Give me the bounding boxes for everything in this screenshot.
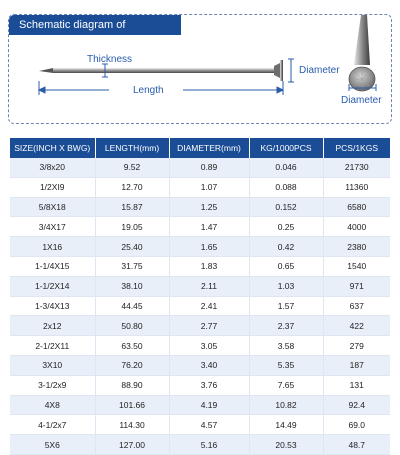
length-cell: 101.66	[95, 395, 169, 415]
table-header-row	[10, 138, 390, 158]
weight-cell: 5.35	[249, 355, 323, 375]
weight-cell: 3.58	[249, 336, 323, 356]
size-cell: 3X10	[10, 355, 95, 375]
weight-cell: 0.65	[249, 256, 323, 276]
size-cell: 1-3/4X13	[10, 296, 95, 316]
count-cell: 187	[323, 355, 390, 375]
count-cell: 971	[323, 276, 390, 296]
count-cell: 4000	[323, 217, 390, 237]
weight-cell: 1.57	[249, 296, 323, 316]
count-cell: 131	[323, 375, 390, 395]
count-cell: 279	[323, 336, 390, 356]
length-cell: 38.10	[95, 276, 169, 296]
length-cell: 63.50	[95, 336, 169, 356]
thickness-label: Thickness	[87, 54, 133, 65]
count-cell: 21730	[323, 158, 390, 177]
count-cell: 637	[323, 296, 390, 316]
table-row	[10, 415, 390, 435]
weight-cell: 2.37	[249, 316, 323, 336]
size-cell: 3-1/2x9	[10, 375, 95, 395]
length-cell: 19.05	[95, 217, 169, 237]
table-row	[10, 177, 390, 197]
diameter-cell: 3.05	[169, 336, 249, 356]
diameter-cell: 1.65	[169, 237, 249, 257]
table-row	[10, 336, 390, 356]
length-label: Length	[133, 85, 164, 96]
count-cell: 69.0	[323, 415, 390, 435]
diameter-cell: 4.19	[169, 395, 249, 415]
count-cell: 11360	[323, 177, 390, 197]
diameter-cell: 1.07	[169, 177, 249, 197]
table-row	[10, 435, 390, 455]
length-cell: 25.40	[95, 237, 169, 257]
table-row	[10, 256, 390, 276]
diameter-cell: 2.11	[169, 276, 249, 296]
table-row	[10, 355, 390, 375]
table-row	[10, 296, 390, 316]
count-cell: 422	[323, 316, 390, 336]
diameter-cell: 1.25	[169, 197, 249, 217]
diameter-side-label: Diameter	[299, 65, 340, 76]
diameter-column-header: DIAMETER(mm)	[169, 138, 249, 158]
dimension-diagram-card	[8, 14, 392, 124]
weight-cell: 0.088	[249, 177, 323, 197]
nail-spec-table	[10, 138, 390, 455]
diameter-cell: 0.89	[169, 158, 249, 177]
size-cell: 4X8	[10, 395, 95, 415]
table-row	[10, 217, 390, 237]
diameter-cell: 3.40	[169, 355, 249, 375]
size-cell: 5X6	[10, 435, 95, 455]
weight-cell: 0.42	[249, 237, 323, 257]
length-cell: 127.00	[95, 435, 169, 455]
size-cell: 1-1/4X15	[10, 256, 95, 276]
size-cell: 5/8X18	[10, 197, 95, 217]
table-row	[10, 395, 390, 415]
length-cell: 50.80	[95, 316, 169, 336]
table-row	[10, 197, 390, 217]
count-cell: 48.7	[323, 435, 390, 455]
length-cell: 9.52	[95, 158, 169, 177]
diagram-title: Schematic diagram of dimensions	[9, 15, 181, 35]
length-cell: 12.70	[95, 177, 169, 197]
nail-side-view	[39, 60, 283, 81]
table-row	[10, 237, 390, 257]
length-cell: 88.90	[95, 375, 169, 395]
size-cell: 3/4X17	[10, 217, 95, 237]
table-row	[10, 158, 390, 177]
size-cell: 1-1/2X14	[10, 276, 95, 296]
weight-cell: 0.046	[249, 158, 323, 177]
table-body	[10, 158, 390, 454]
weight-cell: 7.65	[249, 375, 323, 395]
size-cell: 1/2XI9	[10, 177, 95, 197]
table-row	[10, 276, 390, 296]
diameter-cell: 3.76	[169, 375, 249, 395]
length-cell: 76.20	[95, 355, 169, 375]
diameter-head-label: Diameter	[341, 95, 382, 106]
size-cell: 2-1/2X11	[10, 336, 95, 356]
weight-cell: 1.03	[249, 276, 323, 296]
diameter-cell: 5.16	[169, 435, 249, 455]
nail-head-view	[349, 15, 375, 91]
length-column-header: LENGTH(mm)	[95, 138, 169, 158]
diameter-cell: 2.41	[169, 296, 249, 316]
count-cell: 6580	[323, 197, 390, 217]
weight-cell: 10.82	[249, 395, 323, 415]
diameter-cell: 1.83	[169, 256, 249, 276]
diameter-cell: 2.77	[169, 316, 249, 336]
weight-cell: 14.49	[249, 415, 323, 435]
length-cell: 114.30	[95, 415, 169, 435]
size-cell: 2x12	[10, 316, 95, 336]
table-row	[10, 375, 390, 395]
count-column-header: PCS/1KGS	[323, 138, 390, 158]
weight-cell: 0.25	[249, 217, 323, 237]
weight-cell: 0.152	[249, 197, 323, 217]
weight-column-header: KG/1000PCS	[249, 138, 323, 158]
weight-cell: 20.53	[249, 435, 323, 455]
length-cell: 15.87	[95, 197, 169, 217]
count-cell: 92.4	[323, 395, 390, 415]
diameter-side-marker	[288, 59, 294, 82]
length-cell: 44.45	[95, 296, 169, 316]
count-cell: 1540	[323, 256, 390, 276]
size-column-header: SIZE(INCH X BWG)	[10, 138, 95, 158]
diameter-cell: 1.47	[169, 217, 249, 237]
length-cell: 31.75	[95, 256, 169, 276]
count-cell: 2380	[323, 237, 390, 257]
size-cell: 3/8x20	[10, 158, 95, 177]
diameter-cell: 4.57	[169, 415, 249, 435]
size-cell: 1X16	[10, 237, 95, 257]
table-row	[10, 316, 390, 336]
size-cell: 4-1/2x7	[10, 415, 95, 435]
